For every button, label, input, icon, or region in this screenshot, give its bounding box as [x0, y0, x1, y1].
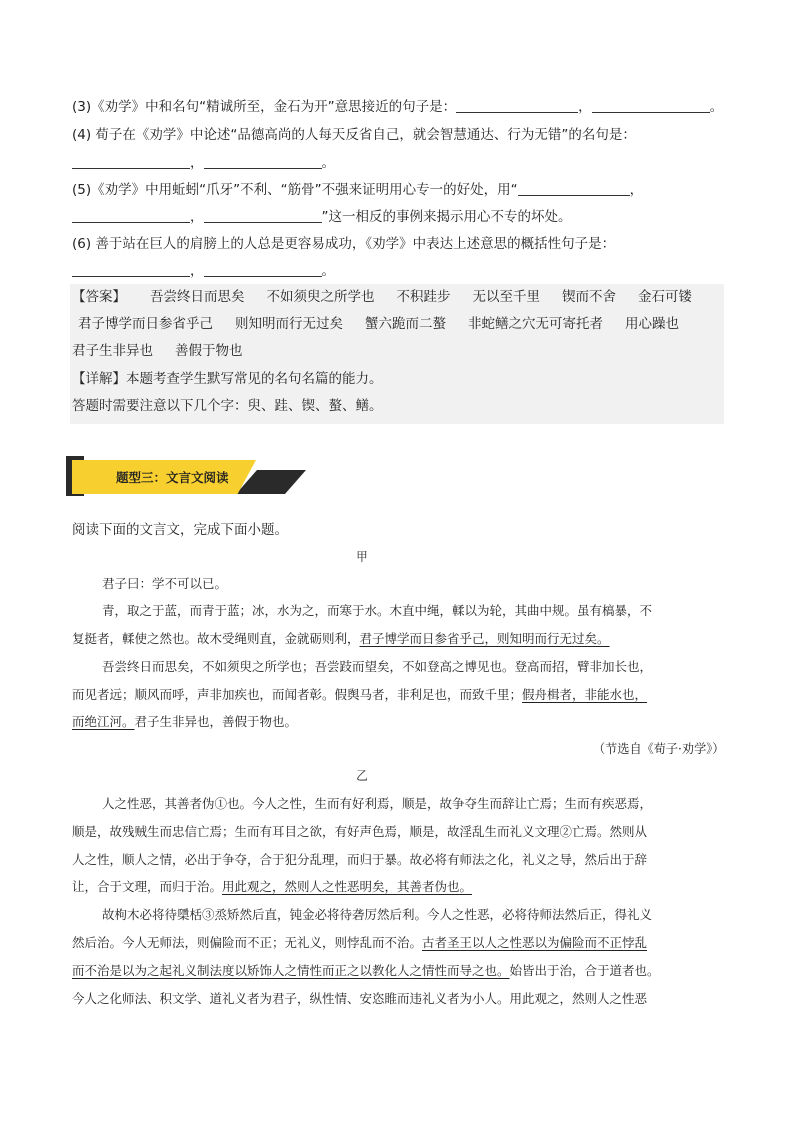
separator: ，: [629, 182, 644, 198]
underlined-sentence: 用此观之，然则人之性恶明矣，其善者伪也。: [222, 879, 473, 894]
text-run: 复挺者，輮使之然也。故木受绳则直，金就砺则利，: [72, 631, 360, 646]
detail-text: 答题时需要注意以下几个字：臾、跬、锲、螯、鳝。: [72, 398, 383, 414]
answer-blank[interactable]: [72, 262, 190, 277]
text-run: 君子生非异也，善假于物也。: [134, 714, 298, 729]
passage-a-line: [72, 713, 297, 731]
passage-a-line: [72, 686, 647, 704]
question-3: [72, 97, 723, 117]
answer-item: 则知明而行无过矣: [235, 316, 343, 332]
question-5-text-end: ”这一相反的事例来揭示用心不专的坏处。: [321, 209, 572, 225]
passage-a-line: [72, 630, 610, 648]
passage-a-source: （节选自《荀子·劝学》）: [592, 741, 725, 756]
answer-row-3: [72, 341, 243, 361]
question-3-text: (3)《劝学》中和名句“精诚所至，金石为开”意思接近的句子是：: [72, 99, 457, 115]
passage-b-line: [72, 962, 660, 980]
terminator: 。: [321, 155, 335, 171]
underlined-sentence: 而不治是以为之起礼义制法度以矫饰人之情性而正之以教化人之情性而导之也。: [72, 963, 510, 978]
underlined-sentence: 君子博学而日参省乎己，则知明而行无过矣。: [359, 631, 610, 646]
answer-detail-2: [72, 396, 383, 416]
passage-b-line: 顺是，故残贼生而忠信亡焉；生而有耳目之欲，有好声色焉，顺是，故淫乱生而礼义文理②亡焉。然则从: [72, 824, 648, 839]
answer-item: 锲而不舍: [562, 289, 616, 305]
answer-row-1: [72, 287, 692, 307]
answer-blank[interactable]: [204, 262, 322, 277]
question-6-text: (6) 善于站在巨人的肩膀上的人总是更容易成功，《劝学》中表达上述意思的概括性句子是：: [72, 236, 616, 252]
terminator: 。: [321, 263, 335, 279]
passage-a-line: 青，取之于蓝，而青于蓝；冰，水为之，而寒于水。木直中绳，輮以为轮，其曲中规。虽有槁暴，不: [102, 603, 653, 618]
passage-b-line: [72, 934, 647, 952]
answer-blank[interactable]: [456, 98, 578, 113]
passage-b-line: 人之性，顺人之情，必出于争夺，合于犯分乱理，而归于暴。故必将有师法之化，礼义之导，然后出于辞: [72, 852, 648, 867]
text-run: 而见者远；顺风而呼，声非加疾也，而闻者彰。假舆马者，非利足也，而致千里；: [72, 687, 523, 702]
answer-item: 用心躁也: [625, 316, 679, 332]
answer-item: 君子博学而日参省乎己: [78, 316, 213, 332]
question-6-blanks: [72, 261, 335, 281]
passage-b-line: 今人之化师法、积文学、道礼义者为君子，纵性情、安恣睢而违礼义者为小人。用此观之，然则人之性恶: [72, 991, 648, 1006]
answer-blank[interactable]: [72, 208, 190, 223]
answer-item: 善假于物也: [175, 343, 243, 359]
text-run: 让，合于文理，而归于治。: [72, 879, 223, 894]
question-5-line2: [72, 207, 572, 227]
detail-label: 【详解】: [72, 371, 126, 387]
question-5: [72, 180, 643, 200]
section-banner: [66, 456, 256, 496]
answer-blank[interactable]: [592, 98, 710, 113]
underlined-sentence: 而绝江河。: [72, 714, 135, 729]
answer-blank[interactable]: [518, 181, 630, 196]
answer-item: 蟹六跪而二螯: [365, 316, 446, 332]
question-4: [72, 125, 636, 145]
text-run: 始皆出于治，合于道者也。: [509, 963, 660, 978]
question-5-text: (5)《劝学》中用蚯蚓“爪牙”不利、“筋骨”不强来证明用心专一的好处，用“: [72, 182, 518, 198]
text-run: 然后治。今人无师法，则偏险而不正；无礼义，则悖乱而不治。: [72, 935, 423, 950]
answer-detail: [72, 369, 383, 389]
answer-item: 不积跬步: [396, 289, 451, 305]
separator: ，: [190, 155, 204, 171]
passage-a-line: 吾尝终日而思矣，不如须臾之所学也；吾尝跂而望矣，不如登高之博见也。登高而招，臂非加长也，: [102, 659, 653, 674]
answer-blank[interactable]: [72, 154, 190, 169]
passage-a-label: 甲: [356, 549, 368, 564]
answer-item: 非蛇鳝之穴无可寄托者: [468, 316, 603, 332]
reading-intro: 阅读下面的文言文，完成下面小题。: [72, 522, 288, 538]
terminator: 。: [709, 99, 724, 115]
separator: ，: [578, 99, 592, 115]
question-6: [72, 234, 615, 254]
answer-item: 无以至千里: [472, 289, 540, 305]
section-title: 题型三：文言文阅读: [116, 470, 229, 485]
answer-row-2: [78, 314, 679, 334]
passage-a-line: 君子曰：学不可以已。: [102, 576, 228, 591]
answer-item: 不如须臾之所学也: [266, 289, 375, 305]
answer-item: 金石可镂: [638, 289, 692, 305]
answer-item: 君子生非异也: [72, 343, 153, 359]
separator: ，: [190, 263, 204, 279]
question-4-blanks: [72, 153, 335, 173]
answer-blank[interactable]: [204, 154, 322, 169]
passage-b-line: [72, 878, 472, 896]
passage-b-line: 人之性恶，其善者伪①也。今人之性，生而有好利焉，顺是，故争夺生而辞让亡焉；生而有疾恶焉，: [102, 796, 653, 811]
answer-item: 吾尝终日而思矣: [150, 289, 245, 305]
passage-b-line: 故枸木必将待檃栝③烝矫然后直，钝金必将待砻厉然后利。今人之性恶，必将待师法然后正，得礼义: [102, 907, 653, 922]
underlined-sentence: 古者圣王以人之性恶以为偏险而不正悖乱: [422, 935, 648, 950]
answer-blank[interactable]: [204, 208, 322, 223]
detail-text: 本题考查学生默写常见的名句名篇的能力。: [126, 371, 383, 387]
separator: ，: [190, 209, 204, 225]
underlined-sentence: 假舟楫者，非能水也，: [522, 687, 648, 702]
question-4-text: (4) 荀子在《劝学》中论述“品德高尚的人每天反省自己，就会智慧通达、行为无错”的名句是：: [72, 127, 636, 143]
answer-label: 【答案】: [72, 289, 126, 305]
passage-b-label: 乙: [356, 768, 368, 783]
